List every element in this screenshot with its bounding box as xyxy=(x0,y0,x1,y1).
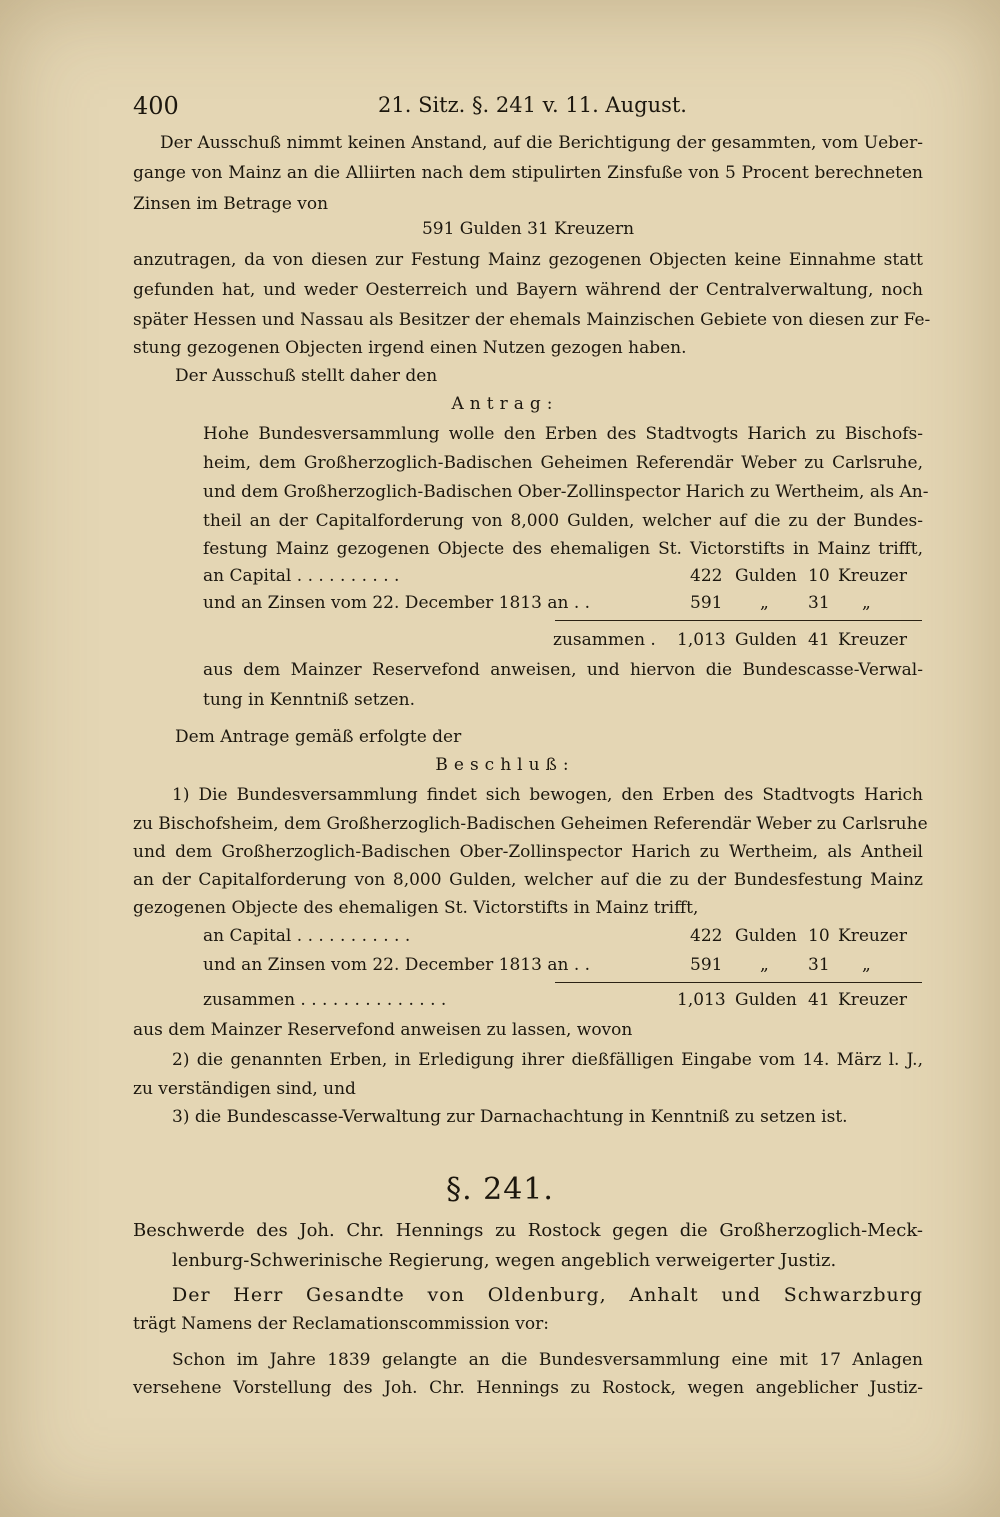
amount-line: 591 Gulden 31 Kreuzern xyxy=(421,219,635,239)
paragraph-line: Der Ausschuß nimmt keinen Anstand, auf die Berichtigung der gesammten, vom Ueber- xyxy=(160,133,923,153)
capital-label: an Capital . . . . . . . . . . . xyxy=(203,926,411,946)
kreuzer-amount: 31 xyxy=(808,955,830,975)
paragraph-line: anzutragen, da von diesen zur Festung Mainz gezogenen Objecten keine Einnahme statt xyxy=(133,250,923,270)
beschluss-intro: Dem Antrage gemäß erfolgte der xyxy=(175,727,462,747)
page-number: 400 xyxy=(133,92,179,120)
capital-amount: 422 xyxy=(690,926,723,946)
antrag-line: tung in Kenntniß setzen. xyxy=(203,690,415,710)
beschluss-line: 1) Die Bundesversammlung findet sich bewogen, den Erben des Stadtvogts Harich xyxy=(172,785,923,805)
antrag-line: heim, dem Großherzoglich-Badischen Geheimen Referendär Weber zu Carlsruhe, xyxy=(203,453,923,473)
beschluss-line: an der Capitalforderung von 8,000 Gulden, welcher auf die zu der Bundesfestung Mainz xyxy=(133,870,923,890)
gulden-label: Gulden xyxy=(735,990,797,1010)
paragraph-line: Zinsen im Betrage von xyxy=(133,194,329,214)
body-line: Schon im Jahre 1839 gelangte an die Bundesversammlung eine mit 17 Anlagen xyxy=(172,1350,923,1370)
kreuzer-amount: 31 xyxy=(808,593,830,613)
running-title: 21. Sitz. §. 241 v. 11. August. xyxy=(378,93,687,117)
capital-amount: 422 xyxy=(690,566,723,586)
interest-amount: 591 xyxy=(690,593,723,613)
kreuzer-amount: 41 xyxy=(808,630,830,650)
beschluss-line: aus dem Mainzer Reservefond anweisen zu lassen, wovon xyxy=(133,1020,633,1040)
antrag-heading: Antrag: xyxy=(451,394,559,414)
section-number: §. 241. xyxy=(446,1172,554,1207)
antrag-line: aus dem Mainzer Reservefond anweisen, und hiervon die Bundescasse-Verwal- xyxy=(203,660,923,680)
kreuzer-amount: 10 xyxy=(808,566,830,586)
body-line: versehene Vorstellung des Joh. Chr. Hennings zu Rostock, wegen angeblicher Justiz- xyxy=(133,1378,923,1398)
antrag-line: festung Mainz gezogenen Objecte des ehemaligen St. Victorstifts in Mainz trifft, xyxy=(203,539,923,559)
ditto-mark: „ xyxy=(760,593,769,613)
paragraph-line: stung gezogenen Objecten irgend einen Nutzen gezogen haben. xyxy=(133,338,687,358)
sum-rule xyxy=(555,982,922,983)
paragraph-line: später Hessen und Nassau als Besitzer der ehemals Mainzischen Gebiete von diesen zur Fe- xyxy=(133,310,931,330)
total-label: zusammen . . . . . . . . . . . . . . xyxy=(203,990,447,1010)
section-title-line: lenburg-Schwerinische Regierung, wegen angeblich verweigerter Justiz. xyxy=(172,1250,837,1271)
total-label: zusammen . xyxy=(553,630,656,650)
total-amount: 1,013 xyxy=(677,630,726,650)
kreuzer-label: Kreuzer xyxy=(838,630,907,650)
paragraph-line: gange von Mainz an die Alliirten nach dem stipulirten Zinsfuße von 5 Procent berechneten xyxy=(133,163,923,183)
antrag-line: theil an der Capitalforderung von 8,000 Gulden, welcher auf die zu der Bundes- xyxy=(203,511,923,531)
gulden-label: Gulden xyxy=(735,926,797,946)
envoy-line: trägt Namens der Reclamationscommission vor: xyxy=(133,1314,549,1334)
beschluss-line: 3) die Bundescasse-Verwaltung zur Darnachachtung in Kenntniß zu setzen ist. xyxy=(172,1107,848,1127)
ditto-mark: „ xyxy=(760,955,769,975)
paragraph-line: gefunden hat, und weder Oesterreich und Bayern während der Centralverwaltung, noch xyxy=(133,280,923,300)
envoy-line: Der Herr Gesandte von Oldenburg, Anhalt und Schwarzburg xyxy=(172,1284,923,1306)
ditto-mark: „ xyxy=(862,955,871,975)
section-title-line: Beschwerde des Joh. Chr. Hennings zu Rostock gegen die Großherzoglich-Meck- xyxy=(133,1220,923,1241)
beschluss-heading: Beschluß: xyxy=(435,755,575,775)
antrag-line: Hohe Bundesversammlung wolle den Erben des Stadtvogts Harich zu Bischofs- xyxy=(203,424,923,444)
beschluss-line: gezogenen Objecte des ehemaligen St. Victorstifts in Mainz trifft, xyxy=(133,898,699,918)
beschluss-line: 2) die genannten Erben, in Erledigung ihrer dießfälligen Eingabe vom 14. März l. J., xyxy=(172,1050,923,1070)
interest-label: und an Zinsen vom 22. December 1813 an . . xyxy=(203,593,591,613)
kreuzer-label: Kreuzer xyxy=(838,990,907,1010)
gulden-label: Gulden xyxy=(735,566,797,586)
beschluss-line: zu Bischofsheim, dem Großherzoglich-Badischen Geheimen Referendär Weber zu Carlsruhe xyxy=(133,814,928,834)
antrag-line: und dem Großherzoglich-Badischen Ober-Zollinspector Harich zu Wertheim, als An- xyxy=(203,482,929,502)
sum-rule xyxy=(555,620,922,621)
interest-amount: 591 xyxy=(690,955,723,975)
capital-label: an Capital . . . . . . . . . . xyxy=(203,566,400,586)
kreuzer-amount: 10 xyxy=(808,926,830,946)
kreuzer-label: Kreuzer xyxy=(838,566,907,586)
interest-label: und an Zinsen vom 22. December 1813 an . . xyxy=(203,955,591,975)
total-amount: 1,013 xyxy=(677,990,726,1010)
beschluss-line: und dem Großherzoglich-Badischen Ober-Zollinspector Harich zu Wertheim, als Antheil xyxy=(133,842,923,862)
beschluss-line: zu verständigen sind, und xyxy=(133,1079,356,1099)
kreuzer-label: Kreuzer xyxy=(838,926,907,946)
kreuzer-amount: 41 xyxy=(808,990,830,1010)
ditto-mark: „ xyxy=(862,593,871,613)
proposal-intro: Der Ausschuß stellt daher den xyxy=(175,366,438,386)
gulden-label: Gulden xyxy=(735,630,797,650)
